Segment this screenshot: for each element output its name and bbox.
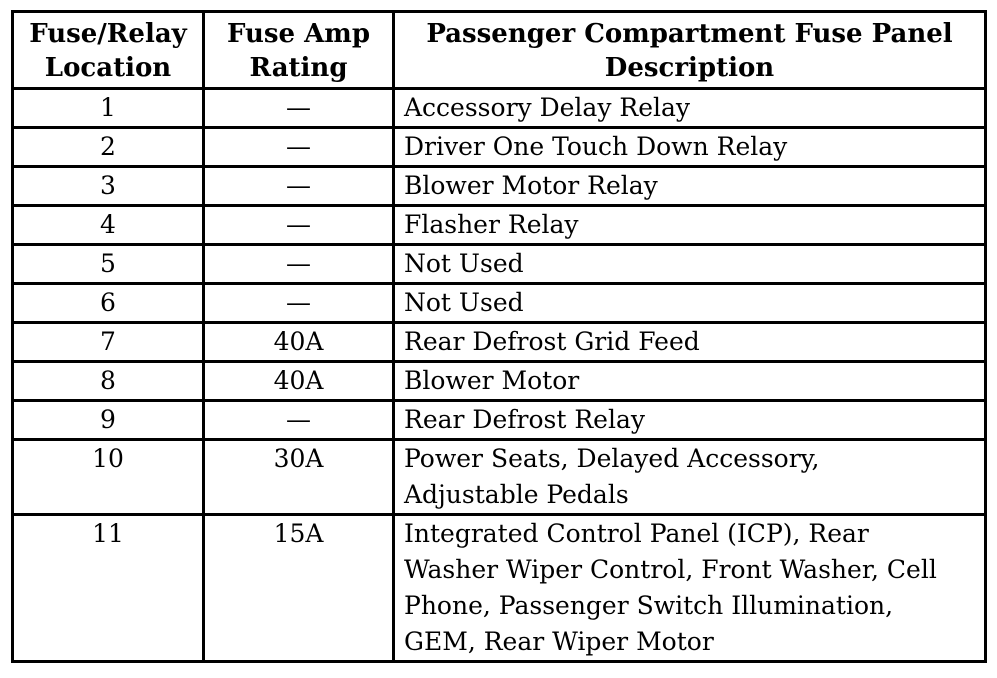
table-row [13,89,986,128]
header-text-line: Fuse/Relay [29,19,187,49]
table-row [13,284,986,323]
description-line: Blower Motor Relay [404,171,658,200]
header-text-line: Location [44,53,172,83]
header-text-line: Fuse Amp [227,19,370,49]
table-row [13,440,986,515]
header-text-line: Description [604,53,775,83]
cell-description [394,128,986,167]
description-line: Accessory Delay Relay [404,93,691,122]
cell-amp-rating: 15A [204,515,394,662]
header-text-line: Rating [249,53,348,83]
cell-amp-rating: — [204,89,394,128]
header-row [13,12,986,89]
description-line: Power Seats, Delayed Accessory, [404,444,820,473]
table-row [13,206,986,245]
cell-amp-rating: 40A [204,362,394,401]
cell-location: 5 [13,245,204,284]
cell-description [394,245,986,284]
description-line: Rear Defrost Grid Feed [404,327,700,356]
cell-description [394,440,986,515]
table-row [13,515,986,662]
description-line: Integrated Control Panel (ICP), Rear [404,519,869,548]
description-line: Blower Motor [404,366,580,395]
table-row [13,128,986,167]
description-line: Not Used [404,288,524,317]
cell-location: 7 [13,323,204,362]
cell-description [394,362,986,401]
cell-amp-rating: 40A [204,323,394,362]
cell-amp-rating: 30A [204,440,394,515]
cell-location: 10 [13,440,204,515]
header-description [394,12,986,89]
cell-location: 3 [13,167,204,206]
header-location [13,12,204,89]
description-line: Adjustable Pedals [404,480,629,509]
cell-description [394,401,986,440]
table-row [13,245,986,284]
cell-amp-rating: — [204,206,394,245]
cell-description [394,323,986,362]
table-row [13,323,986,362]
cell-location: 11 [13,515,204,662]
cell-location: 2 [13,128,204,167]
description-line: Not Used [404,249,524,278]
cell-description [394,89,986,128]
cell-description [394,284,986,323]
cell-location: 6 [13,284,204,323]
description-line: Flasher Relay [404,210,579,239]
cell-location: 1 [13,89,204,128]
description-line: GEM, Rear Wiper Motor [404,627,714,656]
cell-amp-rating: — [204,245,394,284]
table-body [13,89,986,662]
cell-amp-rating: — [204,401,394,440]
cell-description [394,167,986,206]
cell-amp-rating: — [204,284,394,323]
table-row [13,401,986,440]
cell-amp-rating: — [204,167,394,206]
description-line: Washer Wiper Control, Front Washer, Cell [404,555,937,584]
cell-location: 8 [13,362,204,401]
table-row [13,362,986,401]
cell-amp-rating: — [204,128,394,167]
cell-location: 9 [13,401,204,440]
description-line: Driver One Touch Down Relay [404,132,788,161]
header-amp-rating [204,12,394,89]
description-line: Phone, Passenger Switch Illumination, [404,591,894,620]
fuse-table [11,10,987,663]
cell-description [394,206,986,245]
cell-description [394,515,986,662]
cell-location: 4 [13,206,204,245]
description-line: Rear Defrost Relay [404,405,645,434]
header-text-line: Passenger Compartment Fuse Panel [426,19,953,49]
table-row [13,167,986,206]
fuse-table-container [11,10,984,663]
